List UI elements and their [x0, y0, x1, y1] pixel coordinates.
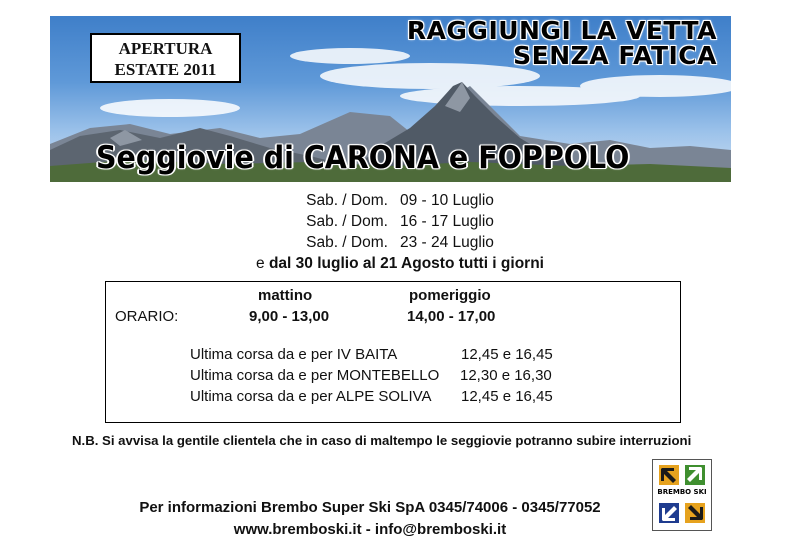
- slogan-line-1: RAGGIUNGI LA VETTA: [406, 16, 717, 45]
- date-days: Sab. / Dom.: [306, 234, 388, 251]
- header-banner: [50, 16, 731, 182]
- last-run-text: Ultima corsa da e per IV BAITA: [190, 346, 398, 363]
- brembo-ski-logo: [652, 459, 712, 531]
- schedule-box: [105, 281, 681, 423]
- daily-period: dal 30 luglio al 21 Agosto tutti i giorni: [268, 255, 544, 272]
- contact-info: Per informazioni Brembo Super Ski SpA 0345/74006 - 0345/77052: [139, 499, 601, 516]
- last-run-text: Ultima corsa da e per MONTEBELLO: [190, 367, 440, 384]
- weather-note: N.B. Si avvisa la gentile clientela che in caso di maltempo le seggiovie potranno subire interruzioni: [72, 433, 692, 448]
- date-line: [0, 211, 800, 232]
- dates-section: [0, 190, 800, 274]
- opening-line-2: ESTATE 2011: [114, 60, 217, 79]
- morning-header: mattino: [258, 287, 313, 304]
- page-title: Seggiovie di CARONA e FOPPOLO: [96, 140, 630, 176]
- slogan-line-2: SENZA FATICA: [513, 41, 717, 70]
- date-days: Sab. / Dom.: [306, 213, 388, 230]
- contact-web: www.bremboski.it - info@bremboski.it: [233, 521, 507, 538]
- last-run-text: Ultima corsa da e per ALPE SOLIVA: [190, 388, 432, 405]
- date-line: [0, 190, 800, 211]
- opening-badge: [90, 33, 241, 83]
- opening-line-1: APERTURA: [118, 39, 213, 58]
- date-range: 09 - 10 Luglio: [399, 192, 494, 209]
- date-days: Sab. / Dom.: [306, 192, 388, 209]
- date-line: [0, 232, 800, 253]
- slogan: [407, 18, 717, 68]
- last-run-times: 12,30 e 16,30: [460, 367, 552, 384]
- daily-line: [0, 253, 800, 274]
- morning-hours: 9,00 - 13,00: [249, 308, 330, 325]
- last-run-times: 12,45 e 16,45: [461, 388, 553, 405]
- schedule-label: ORARIO:: [115, 308, 179, 325]
- afternoon-header: pomeriggio: [409, 287, 491, 304]
- daily-prefix: e: [256, 255, 265, 272]
- logo-label: BREMBO SKI: [657, 488, 707, 496]
- last-run-times: 12,45 e 16,45: [461, 346, 553, 363]
- afternoon-hours: 14,00 - 17,00: [407, 308, 496, 325]
- date-range: 16 - 17 Luglio: [399, 213, 494, 230]
- date-range: 23 - 24 Luglio: [399, 234, 494, 251]
